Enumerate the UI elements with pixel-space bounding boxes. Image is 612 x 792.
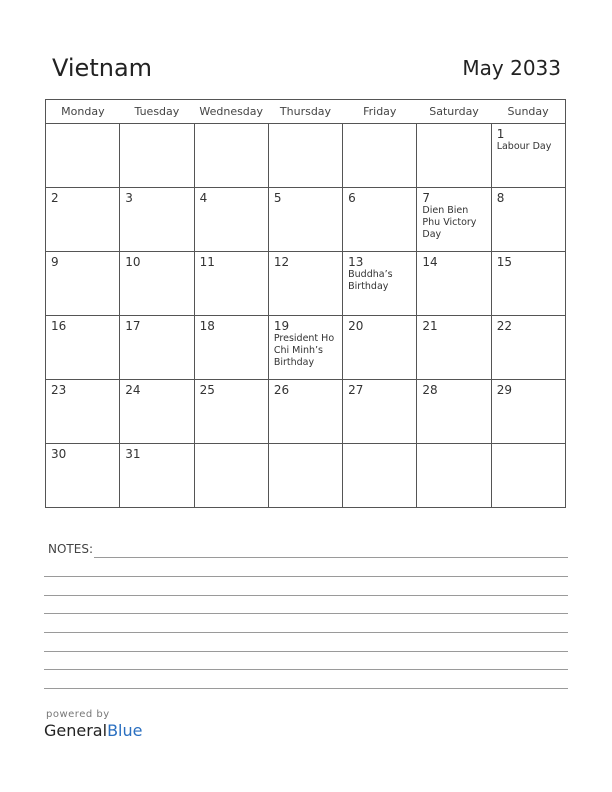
brand-general: General [44, 721, 108, 740]
note-line [44, 595, 568, 596]
day-cell [417, 124, 491, 188]
day-number: 15 [496, 255, 512, 269]
day-cell [268, 316, 342, 380]
day-number: 5 [273, 191, 282, 205]
day-number: 17 [125, 319, 141, 333]
weekday-header-row [46, 100, 566, 124]
day-number: 20 [348, 319, 364, 333]
notes-label: NOTES: [48, 542, 93, 556]
day-cell [491, 380, 565, 444]
day-number: 23 [51, 383, 67, 397]
day-number: 25 [199, 383, 215, 397]
day-number: 24 [125, 383, 141, 397]
day-cell [343, 444, 417, 508]
holiday-label: President Ho Chi Minh’s Birthday [273, 333, 335, 368]
day-cell [46, 380, 120, 444]
day-cell [46, 444, 120, 508]
day-cell [491, 252, 565, 316]
day-cell [194, 252, 268, 316]
day-cell [194, 316, 268, 380]
day-number: 2 [51, 191, 59, 205]
day-cell [417, 188, 491, 252]
day-number: 10 [125, 255, 141, 269]
day-cell [491, 124, 565, 188]
day-number: 16 [51, 319, 67, 333]
day-number: 18 [199, 319, 215, 333]
day-number: 7 [422, 191, 431, 205]
weekday-wednesday: Wednesday [194, 100, 268, 124]
day-cell [343, 124, 417, 188]
day-cell [194, 444, 268, 508]
generalblue-logo [44, 721, 142, 740]
day-cell [120, 124, 194, 188]
powered-by-text: powered by [46, 709, 110, 720]
day-cell [46, 252, 120, 316]
day-number: 8 [496, 191, 505, 205]
note-line [44, 651, 568, 652]
country-title: Vietnam [52, 54, 153, 82]
weekday-friday: Friday [343, 100, 417, 124]
day-number: 19 [273, 319, 290, 333]
note-line [94, 557, 568, 558]
calendar-grid [45, 99, 566, 508]
day-cell [491, 188, 565, 252]
week-row [46, 124, 566, 188]
day-number: 31 [125, 447, 141, 461]
day-cell [268, 124, 342, 188]
note-line [44, 688, 568, 689]
day-cell [417, 316, 491, 380]
day-number: 1 [496, 127, 505, 141]
day-cell [343, 188, 417, 252]
week-row [46, 444, 566, 508]
day-cell [46, 188, 120, 252]
month-year-title: May 2033 [462, 56, 561, 80]
brand-blue: Blue [107, 721, 143, 740]
day-cell [343, 252, 417, 316]
day-number: 9 [51, 255, 59, 269]
day-number: 12 [273, 255, 290, 269]
weekday-monday: Monday [46, 100, 120, 124]
week-row [46, 316, 566, 380]
day-cell [268, 252, 342, 316]
note-line [44, 613, 568, 614]
day-cell [343, 316, 417, 380]
day-number: 14 [422, 255, 438, 269]
day-number: 28 [422, 383, 438, 397]
day-cell [46, 124, 120, 188]
day-number: 22 [496, 319, 512, 333]
note-line [44, 669, 568, 670]
day-number: 13 [348, 255, 364, 269]
weekday-saturday: Saturday [417, 100, 491, 124]
day-cell [194, 380, 268, 444]
day-number: 6 [348, 191, 356, 205]
day-number: 3 [125, 191, 133, 205]
day-cell [268, 188, 342, 252]
day-cell [491, 316, 565, 380]
day-cell [268, 380, 342, 444]
day-cell [120, 444, 194, 508]
day-number: 30 [51, 447, 67, 461]
weekday-thursday: Thursday [268, 100, 342, 124]
weekday-tuesday: Tuesday [120, 100, 194, 124]
day-cell [120, 316, 194, 380]
day-number: 29 [496, 383, 512, 397]
note-line [44, 576, 568, 577]
day-cell [120, 252, 194, 316]
day-number: 11 [199, 255, 215, 269]
day-cell [491, 444, 565, 508]
holiday-label: Labour Day [496, 141, 552, 152]
day-number: 4 [199, 191, 208, 205]
week-row [46, 380, 566, 444]
day-cell [194, 124, 268, 188]
day-number: 26 [273, 383, 290, 397]
day-cell [417, 444, 491, 508]
day-cell [120, 380, 194, 444]
note-line [44, 632, 568, 633]
day-cell [343, 380, 417, 444]
week-row [46, 252, 566, 316]
day-cell [417, 252, 491, 316]
weekday-sunday: Sunday [491, 100, 565, 124]
holiday-label: Buddha’s Birthday [348, 269, 393, 292]
day-cell [194, 188, 268, 252]
day-cell [268, 444, 342, 508]
day-cell [46, 316, 120, 380]
week-row [46, 188, 566, 252]
day-number: 27 [348, 383, 364, 397]
day-number: 21 [422, 319, 438, 333]
holiday-label: Dien Bien Phu Victory Day [422, 205, 477, 240]
day-cell [120, 188, 194, 252]
day-cell [417, 380, 491, 444]
